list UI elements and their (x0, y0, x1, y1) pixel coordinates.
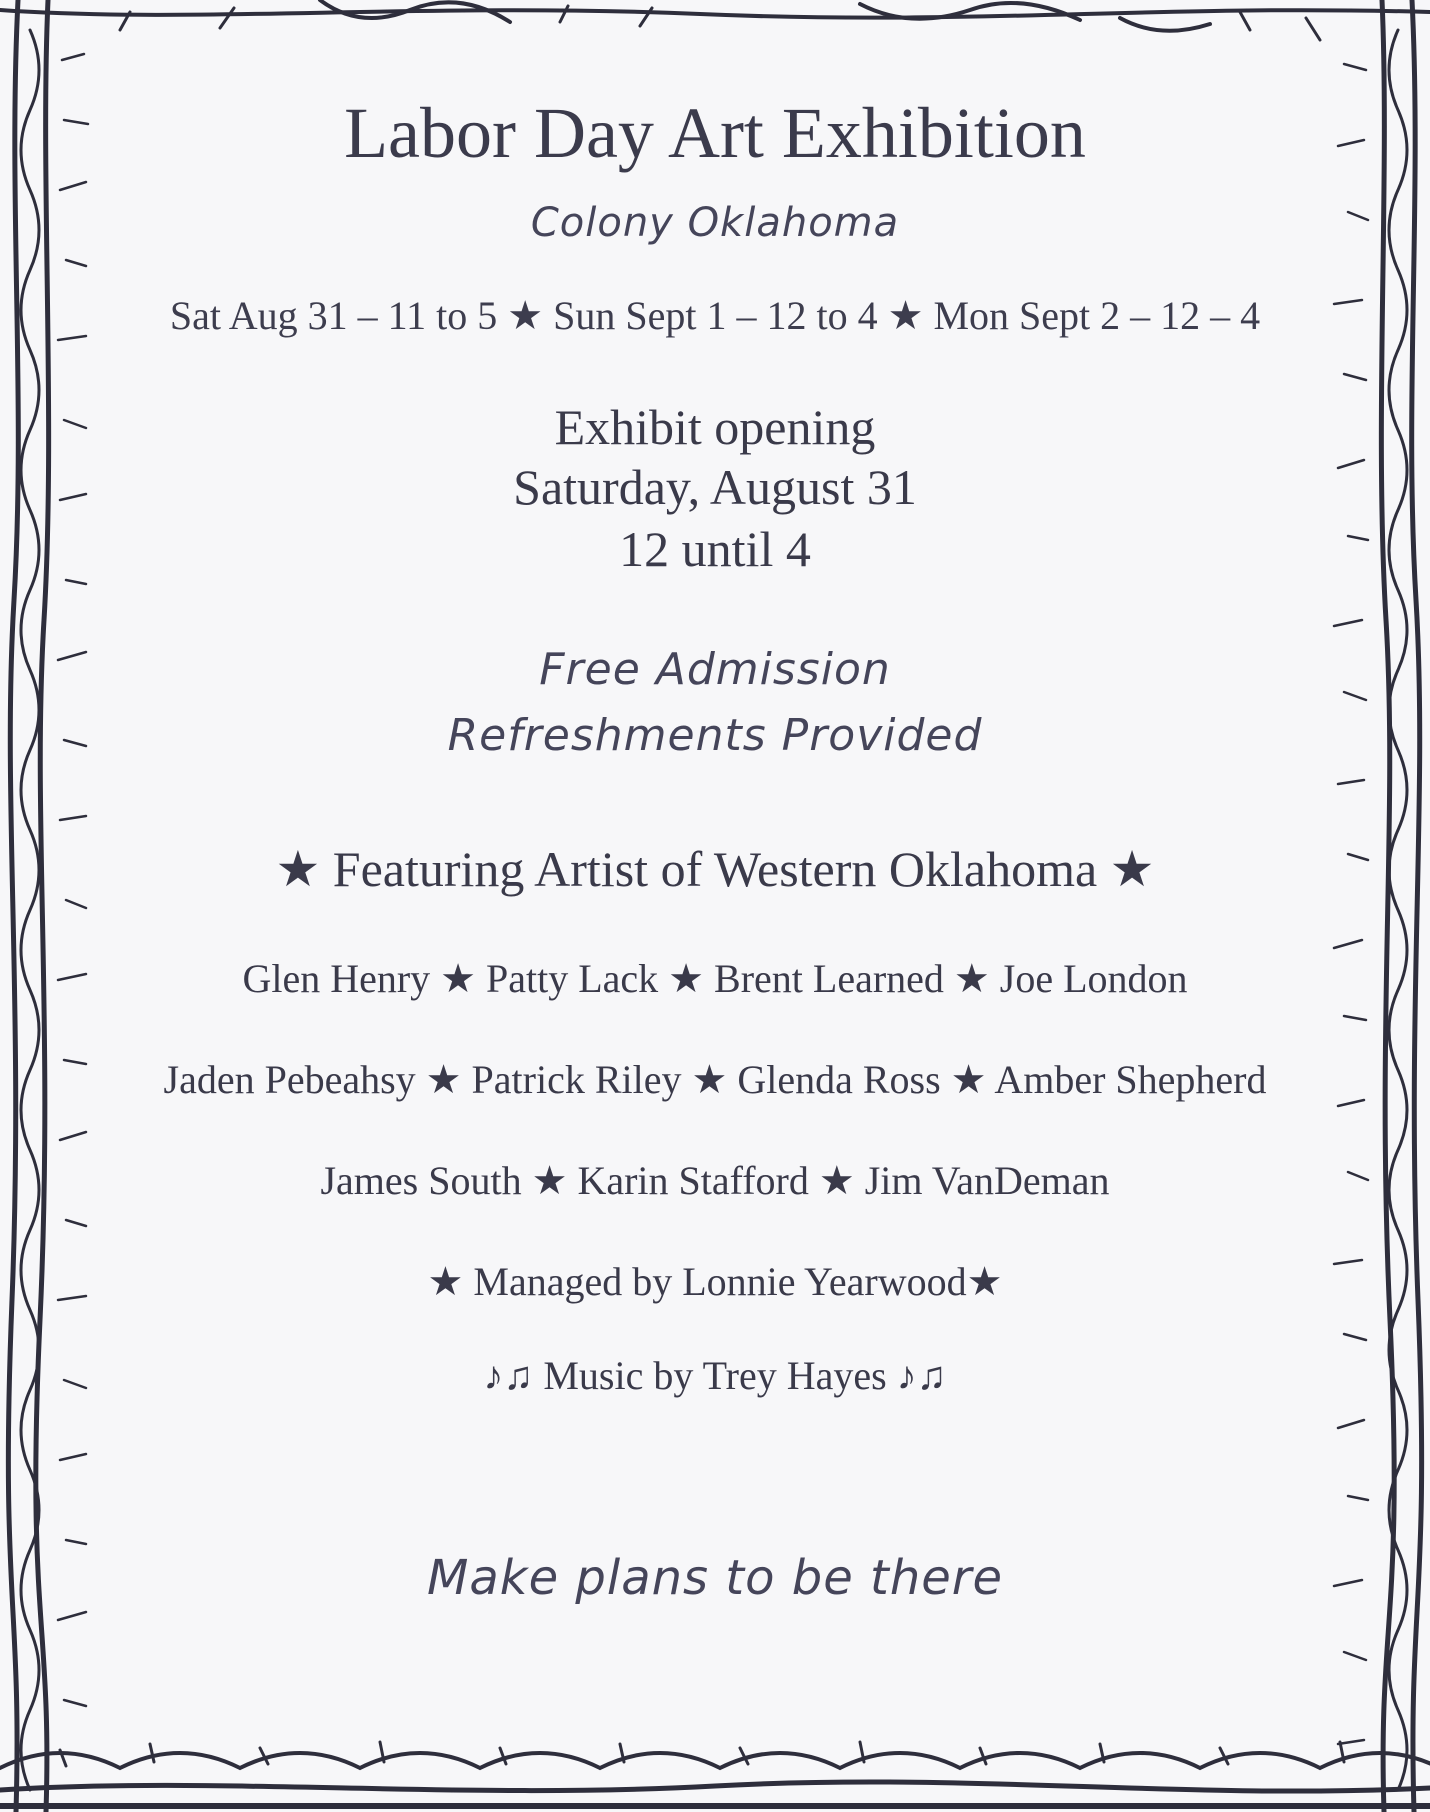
location-text: Colony Oklahoma (530, 200, 900, 246)
flyer-content (90, 0, 1340, 1812)
artists-line-1: Glen Henry ★ Patty Lack ★ Brent Learned ★ Joe London (242, 956, 1188, 1001)
artists-line-2: Jaden Pebeahsy ★ Patrick Riley ★ Glenda Ross ★ Amber Shepherd (163, 1057, 1267, 1102)
opening-heading: Exhibit opening (554, 399, 876, 455)
music-by-text: ♪♫ Music by Trey Hayes ♪♫ (483, 1353, 947, 1398)
flyer-title: Labor Day Art Exhibition (344, 93, 1086, 173)
schedule-text: Sat Aug 31 – 11 to 5 ★ Sun Sept 1 – 12 to 4 ★ Mon Sept 2 – 12 – 4 (169, 293, 1261, 338)
artists-line-3: James South ★ Karin Stafford ★ Jim VanDeman (320, 1158, 1110, 1203)
left-border (8, 0, 48, 1812)
admission-text: Free Admission (539, 644, 891, 695)
right-border (1381, 0, 1421, 1812)
featuring-heading: ★ Featuring Artist of Western Oklahoma ★ (275, 841, 1155, 897)
opening-time: 12 until 4 (619, 521, 811, 577)
closing-text: Make plans to be there (426, 1550, 1004, 1606)
managed-by-text: ★ Managed by Lonnie Yearwood★ (427, 1259, 1003, 1304)
opening-date: Saturday, August 31 (513, 459, 917, 515)
left-border-hatching (58, 54, 88, 1706)
refreshments-text: Refreshments Provided (447, 710, 983, 761)
